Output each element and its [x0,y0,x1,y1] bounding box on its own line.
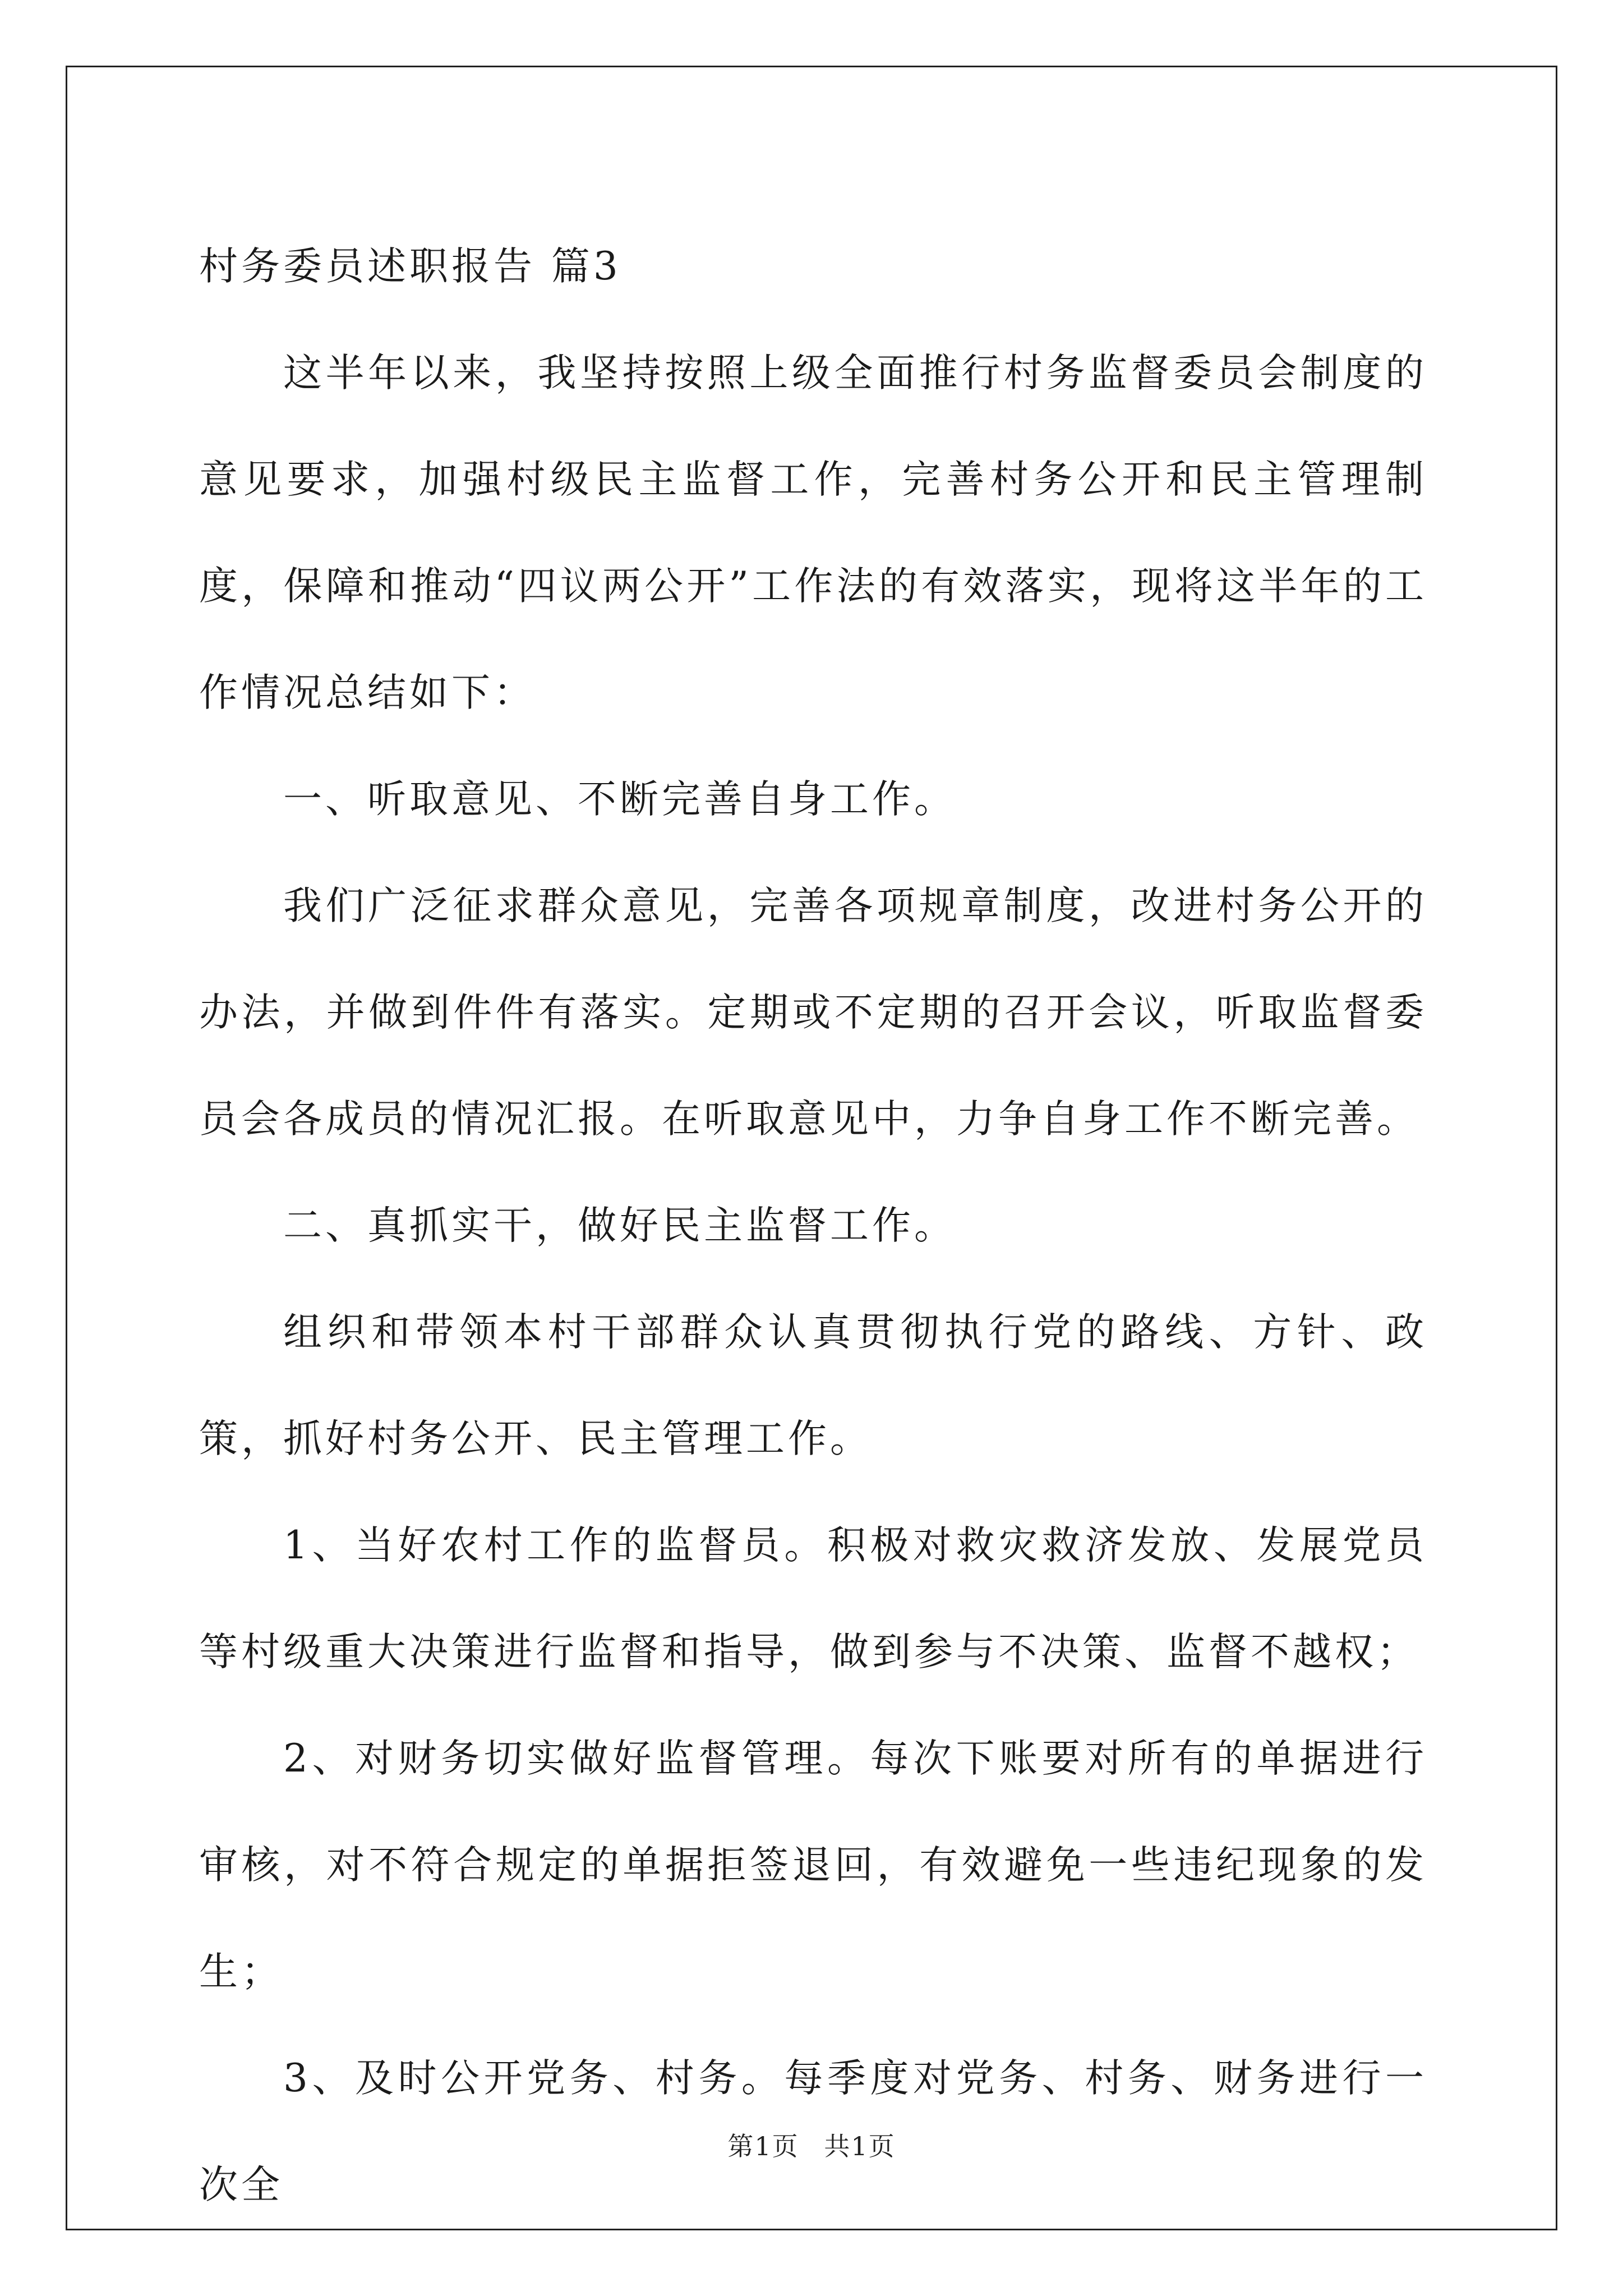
list-item: 1、当好农村工作的监督员。积极对救灾救济发放、发展党员等村级重大决策进行监督和指导，做到参与不决策、监督不越权； [199,1523,1427,1674]
list-item: 2、对财务切实做好监督管理。每次下账要对所有的单据进行审核，对不符合规定的单据拒签退回，有效避免一些违纪现象的发生； [199,1736,1427,1994]
paragraph: 这半年以来，我坚持按照上级全面推行村务监督委员会制度的意见要求，加强村级民主监督工作，完善村务公开和民主管理制度，保障和推动“四议两公开”工作法的有效落实，现将这半年的工作情况总结如下： [199,351,1427,715]
section-heading: 一、听取意见、不断完善自身工作。 [283,777,956,822]
document-title: 村务委员述职报告 篇3 [199,244,621,289]
page-total: 共1页 [824,2131,896,2161]
paragraph: 组织和带领本村干部群众认真贯彻执行党的路线、方针、政策，抓好村务公开、民主管理工作。 [199,1310,1427,1461]
section-heading: 二、真抓实干，做好民主监督工作。 [283,1203,956,1248]
page-footer [0,2126,1623,2163]
document-body [199,213,1427,2238]
paragraph: 我们广泛征求群众意见，完善各项规章制度，改进村务公开的办法，并做到件件有落实。定期或不定期的召开会议，听取监督委员会各成员的情况汇报。在听取意见中，力争自身工作不断完善。 [199,884,1427,1142]
page-number: 第1页 [727,2131,799,2161]
list-item: 3、及时公开党务、村务。每季度对党务、村务、财务进行一次全 [199,2056,1427,2207]
